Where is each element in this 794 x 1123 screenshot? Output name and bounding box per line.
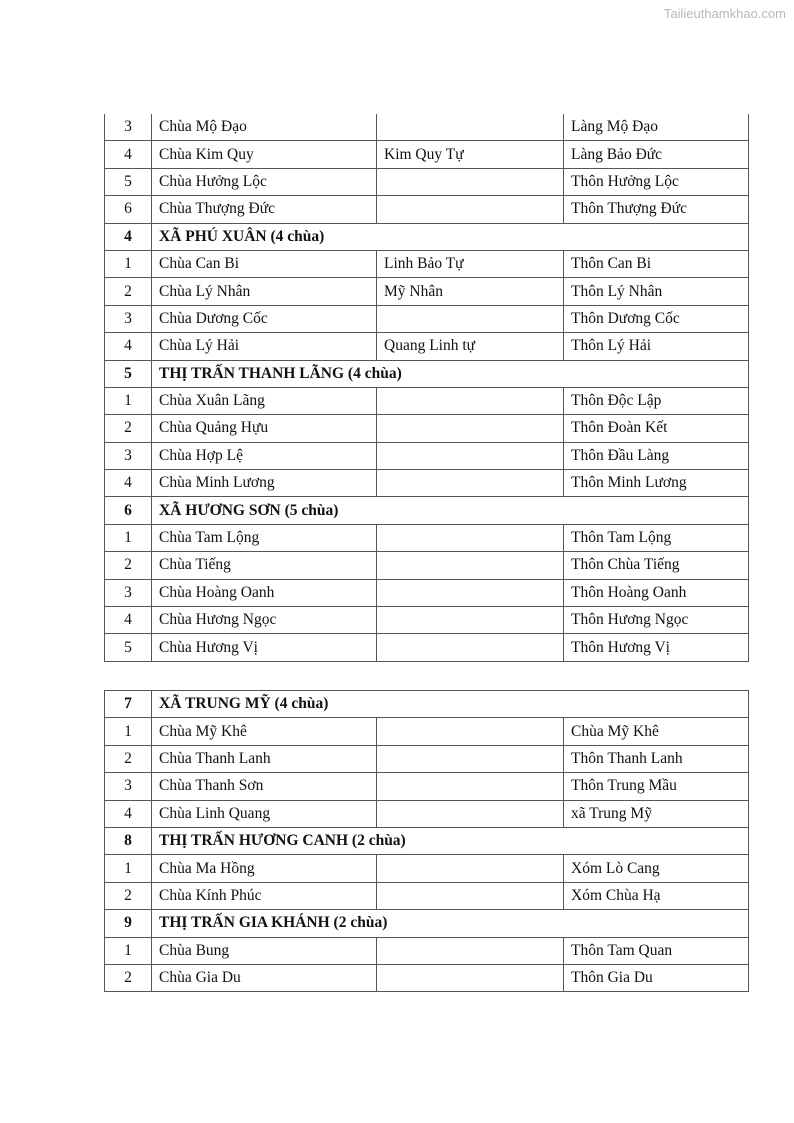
pagoda-alias bbox=[377, 964, 564, 991]
pagoda-alias bbox=[377, 607, 564, 634]
pagoda-alias bbox=[377, 882, 564, 909]
section-number: 8 bbox=[105, 827, 152, 854]
pagoda-location: Thôn Dương Cốc bbox=[564, 305, 749, 332]
table-row bbox=[105, 552, 749, 579]
row-number: 4 bbox=[105, 333, 152, 360]
pagoda-alias bbox=[377, 387, 564, 414]
pagoda-alias bbox=[377, 579, 564, 606]
pagoda-alias bbox=[377, 745, 564, 772]
pagoda-name: Chùa Thanh Lanh bbox=[152, 745, 377, 772]
row-number: 6 bbox=[105, 196, 152, 223]
pagoda-location: Thôn Trung Mầu bbox=[564, 773, 749, 800]
row-number: 5 bbox=[105, 634, 152, 661]
pagoda-alias bbox=[377, 415, 564, 442]
pagoda-location: Thôn Gia Du bbox=[564, 964, 749, 991]
section-title: XÃ PHÚ XUÂN (4 chùa) bbox=[152, 223, 749, 250]
pagoda-location: Chùa Mỹ Khê bbox=[564, 718, 749, 745]
table-row bbox=[105, 333, 749, 360]
table-row bbox=[105, 278, 749, 305]
pagoda-name: Chùa Hợp Lệ bbox=[152, 442, 377, 469]
pagoda-name: Chùa Lý Hải bbox=[152, 333, 377, 360]
pagoda-location: Thôn Đầu Làng bbox=[564, 442, 749, 469]
pagoda-alias bbox=[377, 196, 564, 223]
section-number: 6 bbox=[105, 497, 152, 524]
section-header-row bbox=[105, 910, 749, 937]
pagoda-alias bbox=[377, 168, 564, 195]
pagoda-location: Thôn Thanh Lanh bbox=[564, 745, 749, 772]
pagoda-location: Thôn Tam Quan bbox=[564, 937, 749, 964]
table-row bbox=[105, 305, 749, 332]
pagoda-alias bbox=[377, 800, 564, 827]
pagoda-location: Thôn Hoàng Oanh bbox=[564, 579, 749, 606]
pagoda-location: Xóm Chùa Hạ bbox=[564, 882, 749, 909]
pagoda-alias: Kim Quy Tự bbox=[377, 141, 564, 168]
pagoda-alias bbox=[377, 718, 564, 745]
table-row bbox=[105, 141, 749, 168]
row-number: 1 bbox=[105, 250, 152, 277]
pagoda-alias: Mỹ Nhân bbox=[377, 278, 564, 305]
row-number: 2 bbox=[105, 552, 152, 579]
pagoda-name: Chùa Tiếng bbox=[152, 552, 377, 579]
table-row bbox=[105, 773, 749, 800]
pagoda-alias bbox=[377, 114, 564, 141]
pagoda-alias bbox=[377, 937, 564, 964]
pagoda-name: Chùa Hưởng Lộc bbox=[152, 168, 377, 195]
table-row bbox=[105, 250, 749, 277]
row-number: 4 bbox=[105, 800, 152, 827]
row-number: 1 bbox=[105, 387, 152, 414]
row-number: 4 bbox=[105, 607, 152, 634]
row-number: 2 bbox=[105, 882, 152, 909]
pagoda-alias bbox=[377, 552, 564, 579]
row-number: 3 bbox=[105, 114, 152, 141]
pagoda-location: Thôn Hương Ngọc bbox=[564, 607, 749, 634]
pagoda-name: Chùa Mỹ Khê bbox=[152, 718, 377, 745]
pagoda-location: Thôn Thượng Đức bbox=[564, 196, 749, 223]
row-number: 3 bbox=[105, 305, 152, 332]
table-row bbox=[105, 882, 749, 909]
pagoda-name: Chùa Gia Du bbox=[152, 964, 377, 991]
pagoda-name: Chùa Mộ Đạo bbox=[152, 114, 377, 141]
row-number: 1 bbox=[105, 524, 152, 551]
table-row bbox=[105, 607, 749, 634]
table-row bbox=[105, 800, 749, 827]
row-number: 4 bbox=[105, 470, 152, 497]
section-header-row bbox=[105, 223, 749, 250]
pagoda-name: Chùa Hương Ngọc bbox=[152, 607, 377, 634]
row-number: 2 bbox=[105, 415, 152, 442]
pagoda-table-1 bbox=[104, 114, 749, 662]
row-number: 2 bbox=[105, 964, 152, 991]
section-number: 9 bbox=[105, 910, 152, 937]
table-row bbox=[105, 855, 749, 882]
section-number: 7 bbox=[105, 691, 152, 718]
pagoda-alias bbox=[377, 634, 564, 661]
section-header-row bbox=[105, 827, 749, 854]
section-header-row bbox=[105, 360, 749, 387]
table-row bbox=[105, 745, 749, 772]
table-row bbox=[105, 470, 749, 497]
pagoda-location: Thôn Lý Hải bbox=[564, 333, 749, 360]
pagoda-name: Chùa Dương Cốc bbox=[152, 305, 377, 332]
section-number: 4 bbox=[105, 223, 152, 250]
row-number: 3 bbox=[105, 773, 152, 800]
pagoda-location: Thôn Độc Lập bbox=[564, 387, 749, 414]
pagoda-name: Chùa Ma Hồng bbox=[152, 855, 377, 882]
section-number: 5 bbox=[105, 360, 152, 387]
pagoda-location: xã Trung Mỹ bbox=[564, 800, 749, 827]
section-title: THỊ TRẤN GIA KHÁNH (2 chùa) bbox=[152, 910, 749, 937]
pagoda-alias: Linh Bảo Tự bbox=[377, 250, 564, 277]
pagoda-location: Làng Bảo Đức bbox=[564, 141, 749, 168]
pagoda-name: Chùa Quảng Hựu bbox=[152, 415, 377, 442]
section-title: XÃ HƯƠNG SƠN (5 chùa) bbox=[152, 497, 749, 524]
table-row bbox=[105, 718, 749, 745]
table-row bbox=[105, 196, 749, 223]
section-title: XÃ TRUNG MỸ (4 chùa) bbox=[152, 691, 749, 718]
pagoda-name: Chùa Kim Quy bbox=[152, 141, 377, 168]
pagoda-location: Thôn Hưởng Lộc bbox=[564, 168, 749, 195]
pagoda-name: Chùa Thượng Đức bbox=[152, 196, 377, 223]
pagoda-location: Làng Mộ Đạo bbox=[564, 114, 749, 141]
pagoda-location: Thôn Đoàn Kết bbox=[564, 415, 749, 442]
pagoda-name: Chùa Minh Lương bbox=[152, 470, 377, 497]
pagoda-location: Thôn Can Bi bbox=[564, 250, 749, 277]
pagoda-name: Chùa Can Bi bbox=[152, 250, 377, 277]
pagoda-name: Chùa Hoàng Oanh bbox=[152, 579, 377, 606]
pagoda-name: Chùa Lý Nhân bbox=[152, 278, 377, 305]
pagoda-location: Xóm Lò Cang bbox=[564, 855, 749, 882]
pagoda-name: Chùa Tam Lộng bbox=[152, 524, 377, 551]
pagoda-location: Thôn Chùa Tiếng bbox=[564, 552, 749, 579]
section-title: THỊ TRẤN HƯƠNG CANH (2 chùa) bbox=[152, 827, 749, 854]
row-number: 1 bbox=[105, 937, 152, 964]
table-row bbox=[105, 964, 749, 991]
row-number: 3 bbox=[105, 442, 152, 469]
row-number: 5 bbox=[105, 168, 152, 195]
pagoda-name: Chùa Xuân Lãng bbox=[152, 387, 377, 414]
row-number: 2 bbox=[105, 745, 152, 772]
pagoda-location: Thôn Hương Vị bbox=[564, 634, 749, 661]
pagoda-table-2 bbox=[104, 690, 749, 992]
pagoda-name: Chùa Linh Quang bbox=[152, 800, 377, 827]
pagoda-alias bbox=[377, 470, 564, 497]
row-number: 4 bbox=[105, 141, 152, 168]
table-row bbox=[105, 579, 749, 606]
row-number: 1 bbox=[105, 855, 152, 882]
pagoda-location: Thôn Lý Nhân bbox=[564, 278, 749, 305]
pagoda-name: Chùa Bung bbox=[152, 937, 377, 964]
pagoda-location: Thôn Minh Lương bbox=[564, 470, 749, 497]
table-row bbox=[105, 415, 749, 442]
pagoda-alias bbox=[377, 524, 564, 551]
table-row bbox=[105, 442, 749, 469]
pagoda-name: Chùa Thanh Sơn bbox=[152, 773, 377, 800]
pagoda-alias: Quang Linh tự bbox=[377, 333, 564, 360]
section-title: THỊ TRẤN THANH LÃNG (4 chùa) bbox=[152, 360, 749, 387]
section-header-row bbox=[105, 497, 749, 524]
pagoda-name: Chùa Kính Phúc bbox=[152, 882, 377, 909]
row-number: 3 bbox=[105, 579, 152, 606]
watermark: Tailieuthamkhao.com bbox=[663, 6, 786, 21]
table-row bbox=[105, 114, 749, 141]
pagoda-location: Thôn Tam Lộng bbox=[564, 524, 749, 551]
row-number: 2 bbox=[105, 278, 152, 305]
pagoda-alias bbox=[377, 442, 564, 469]
pagoda-alias bbox=[377, 855, 564, 882]
table-row bbox=[105, 387, 749, 414]
table-row bbox=[105, 634, 749, 661]
pagoda-alias bbox=[377, 305, 564, 332]
row-number: 1 bbox=[105, 718, 152, 745]
table-row bbox=[105, 937, 749, 964]
section-header-row bbox=[105, 691, 749, 718]
pagoda-name: Chùa Hương Vị bbox=[152, 634, 377, 661]
table-row bbox=[105, 524, 749, 551]
pagoda-alias bbox=[377, 773, 564, 800]
table-row bbox=[105, 168, 749, 195]
